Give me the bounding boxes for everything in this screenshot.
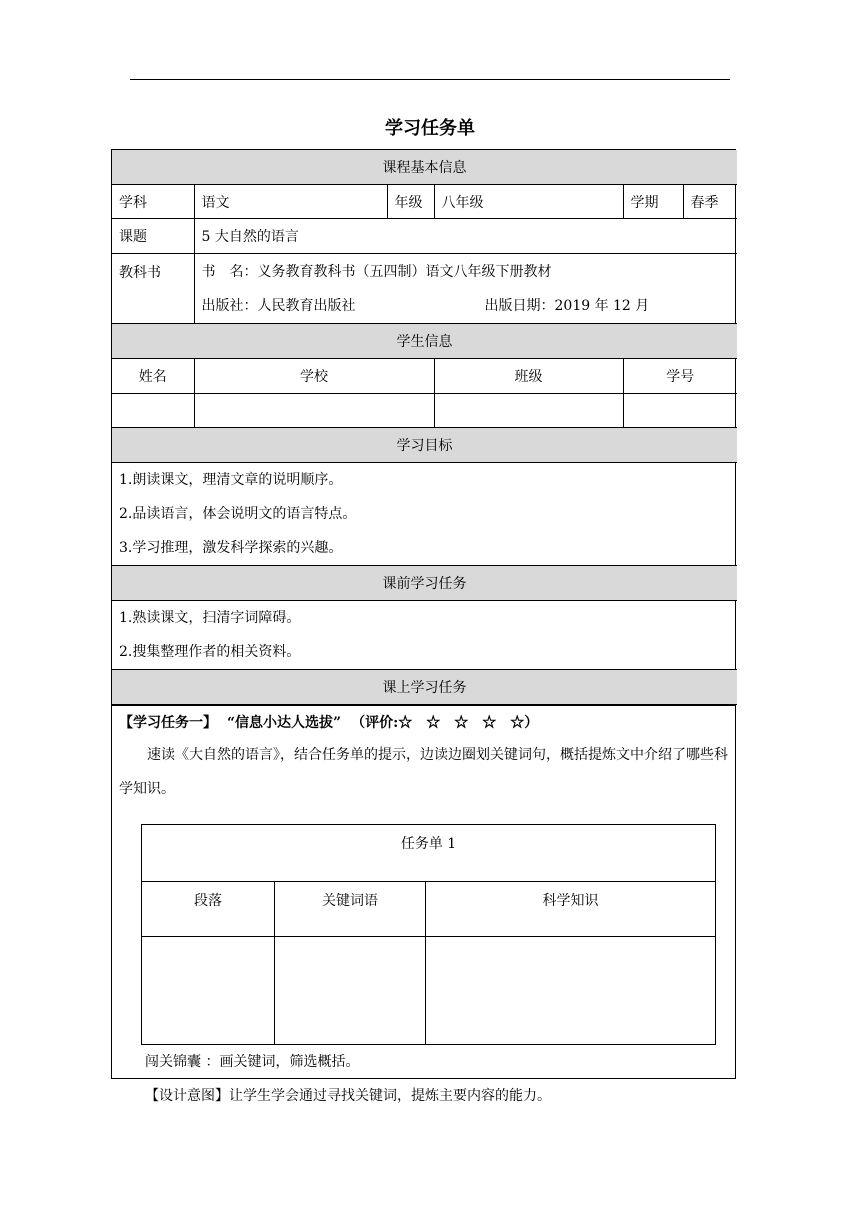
goal-item: 3.学习推理，激发科学探索的兴趣。 xyxy=(119,540,343,556)
science-knowledge-cell[interactable] xyxy=(426,937,716,1045)
publisher: 出版社：人民教育出版社 xyxy=(201,297,356,314)
worksheet-table xyxy=(141,824,716,1045)
goal-item: 2.品读语言，体会说明文的语言特点。 xyxy=(119,506,357,522)
school-cell[interactable] xyxy=(194,394,434,428)
keywords-cell[interactable] xyxy=(275,937,426,1045)
info-table xyxy=(112,150,737,705)
book-name: 书 名：义务教育教科书（五四制）语文八年级下册教材 xyxy=(201,263,552,280)
science-knowledge-header: 科学知识 xyxy=(426,882,716,937)
name-cell[interactable] xyxy=(112,394,194,428)
subject-label: 学科 xyxy=(112,185,194,219)
goals-list xyxy=(112,463,737,566)
grade-value: 八年级 xyxy=(434,185,623,219)
task-one-heading xyxy=(119,712,728,734)
worksheet-caption: 任务单 1 xyxy=(142,825,716,882)
task-one-block xyxy=(112,705,735,1104)
task-sheet xyxy=(111,149,736,1104)
section-learning-goals: 学习目标 xyxy=(112,428,737,463)
section-pre-class-tasks: 课前学习任务 xyxy=(112,566,737,601)
class-header: 班级 xyxy=(434,359,623,394)
topic-value: 5 大自然的语言 xyxy=(194,219,737,254)
grade-label: 年级 xyxy=(387,185,434,219)
textbook-label: 教科书 xyxy=(112,254,194,324)
task-one-rating: （评价:☆ ☆ ☆ ☆ ☆） xyxy=(351,715,539,731)
topic-label: 课题 xyxy=(112,219,194,254)
paragraph-header: 段落 xyxy=(142,882,275,937)
class-cell[interactable] xyxy=(434,394,623,428)
term-label: 学期 xyxy=(623,185,683,219)
pre-task-item: 1.熟读课文，扫清字词障碍。 xyxy=(119,610,301,626)
subject-value: 语文 xyxy=(194,185,387,219)
design-intent-text: 【设计意图】让学生学会通过寻找关键词，提炼主要内容的能力。 xyxy=(145,1088,551,1104)
page-title: 学习任务单 xyxy=(385,118,475,139)
tip-text: 闯关锦囊 ：画关键词，筛选概括。 xyxy=(145,1054,360,1070)
keywords-header: 关键词语 xyxy=(275,882,426,937)
task-one-title: “信息小达人选拔” xyxy=(227,715,342,731)
goal-item: 1.朗读课文，理清文章的说明顺序。 xyxy=(119,472,343,488)
publish-date: 出版日期：2019 年 12 月 xyxy=(484,297,650,314)
header-rule xyxy=(130,79,730,80)
student-id-header: 学号 xyxy=(623,359,737,394)
task-one-description: 速读《大自然的语言》，结合任务单的提示，边读边圈划关键词句，概括提炼文中介绍了哪些科学知识。 xyxy=(119,747,728,797)
task-one-label: 【学习任务一】 xyxy=(119,715,217,731)
section-student-info: 学生信息 xyxy=(112,324,737,359)
term-value: 春季 xyxy=(683,185,737,219)
textbook-info xyxy=(194,254,737,324)
name-header: 姓名 xyxy=(112,359,194,394)
school-header: 学校 xyxy=(194,359,434,394)
paragraph-cell[interactable] xyxy=(142,937,275,1045)
section-course-info: 课程基本信息 xyxy=(112,150,737,185)
student-id-cell[interactable] xyxy=(623,394,737,428)
pre-task-list xyxy=(112,601,737,670)
section-in-class-tasks: 课上学习任务 xyxy=(112,670,737,705)
pre-task-item: 2.搜集整理作者的相关资料。 xyxy=(119,644,301,660)
